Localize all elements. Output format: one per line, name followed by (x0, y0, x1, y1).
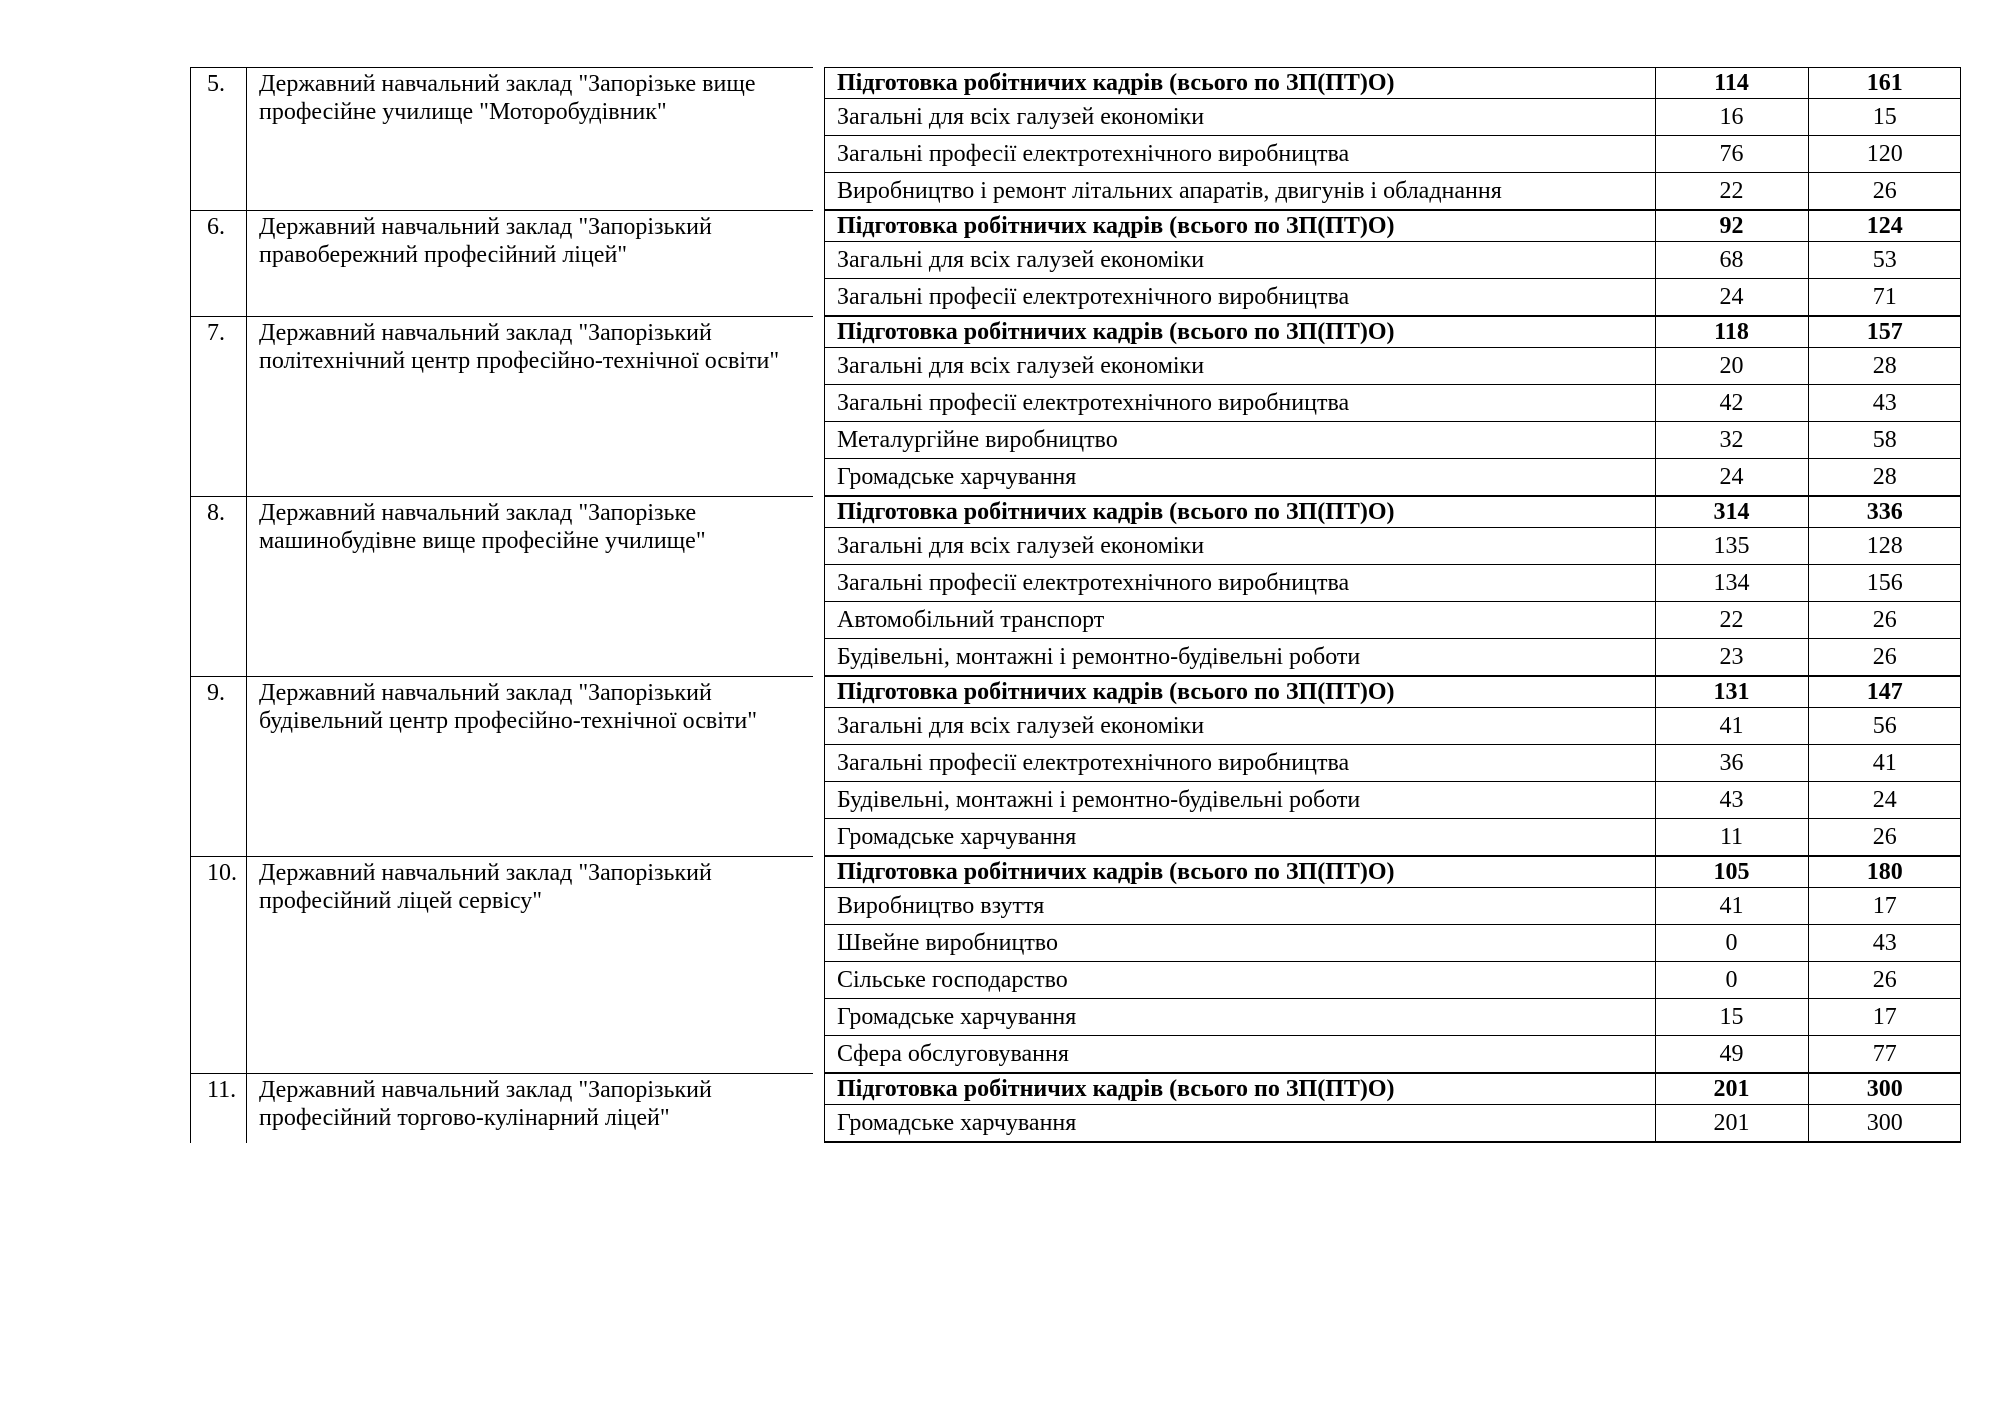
total-row (825, 677, 1961, 708)
specialty-row (825, 1105, 1961, 1142)
value-a: 24 (1655, 459, 1808, 496)
column-gap (813, 1074, 825, 1143)
value-b: 43 (1808, 385, 1961, 422)
institution-row (191, 1074, 1961, 1143)
specialty-row (825, 279, 1961, 316)
institutions-table (190, 67, 1960, 1143)
institution-name: Державний навчальний заклад "Запорізький правобережний професійний ліцей" (247, 211, 813, 317)
specialty-name: Швейне виробництво (825, 925, 1655, 962)
specialty-row (825, 999, 1961, 1036)
value-b: 300 (1808, 1105, 1961, 1142)
specialty-row (825, 173, 1961, 210)
value-b: 28 (1808, 459, 1961, 496)
specialty-row (825, 708, 1961, 745)
value-b: 336 (1808, 497, 1961, 528)
value-a: 68 (1655, 242, 1808, 279)
value-b: 26 (1808, 602, 1961, 639)
value-a: 32 (1655, 422, 1808, 459)
specialty-name: Виробництво і ремонт літальних апаратів, двигунів і обладнання (825, 173, 1655, 210)
specialty-name: Сільське господарство (825, 962, 1655, 999)
total-row (825, 68, 1961, 99)
value-a: 22 (1655, 602, 1808, 639)
value-a: 135 (1655, 528, 1808, 565)
value-b: 56 (1808, 708, 1961, 745)
value-a: 36 (1655, 745, 1808, 782)
value-a: 16 (1655, 99, 1808, 136)
specialty-row (825, 348, 1961, 385)
specialties-cell (825, 68, 1961, 211)
value-a: 105 (1655, 857, 1808, 888)
column-gap (813, 317, 825, 497)
column-gap (813, 857, 825, 1074)
specialty-name: Загальні професії електротехнічного виробництва (825, 565, 1655, 602)
value-a: 42 (1655, 385, 1808, 422)
value-a: 20 (1655, 348, 1808, 385)
value-a: 134 (1655, 565, 1808, 602)
specialty-name: Загальні для всіх галузей економіки (825, 528, 1655, 565)
column-gap (813, 677, 825, 857)
value-b: 124 (1808, 211, 1961, 242)
specialty-name: Будівельні, монтажні і ремонтно-будівельні роботи (825, 782, 1655, 819)
specialty-row (825, 639, 1961, 676)
main-table (190, 67, 1961, 1143)
value-b: 26 (1808, 819, 1961, 856)
value-b: 156 (1808, 565, 1961, 602)
institution-name: Державний навчальний заклад "Запорізьке вище професійне училище "Моторобудівник" (247, 68, 813, 211)
value-b: 157 (1808, 317, 1961, 348)
specialty-row (825, 528, 1961, 565)
specialty-row (825, 136, 1961, 173)
specialty-name: Підготовка робітничих кадрів (всього по ЗП(ПТ)О) (825, 68, 1655, 99)
value-a: 92 (1655, 211, 1808, 242)
specialty-name: Підготовка робітничих кадрів (всього по ЗП(ПТ)О) (825, 1074, 1655, 1105)
value-b: 43 (1808, 925, 1961, 962)
column-gap (813, 68, 825, 211)
value-b: 41 (1808, 745, 1961, 782)
value-b: 17 (1808, 888, 1961, 925)
specialties-table (825, 1074, 1961, 1142)
row-number: 5. (191, 68, 247, 211)
institution-row (191, 677, 1961, 857)
specialty-name: Громадське харчування (825, 819, 1655, 856)
institution-row (191, 211, 1961, 317)
specialty-name: Громадське харчування (825, 459, 1655, 496)
specialties-table (825, 211, 1961, 316)
value-a: 114 (1655, 68, 1808, 99)
specialties-table (825, 857, 1961, 1073)
value-b: 26 (1808, 962, 1961, 999)
specialties-table (825, 677, 1961, 856)
specialty-name: Загальні для всіх галузей економіки (825, 242, 1655, 279)
value-a: 15 (1655, 999, 1808, 1036)
specialty-name: Підготовка робітничих кадрів (всього по ЗП(ПТ)О) (825, 497, 1655, 528)
institution-name: Державний навчальний заклад "Запорізьке машинобудівне вище професійне училище" (247, 497, 813, 677)
institution-name: Державний навчальний заклад "Запорізький професійний торгово-кулінарний ліцей" (247, 1074, 813, 1143)
value-b: 26 (1808, 639, 1961, 676)
total-row (825, 857, 1961, 888)
value-b: 26 (1808, 173, 1961, 210)
value-b: 71 (1808, 279, 1961, 316)
total-row (825, 1074, 1961, 1105)
institution-name: Державний навчальний заклад "Запорізький професійний ліцей сервісу" (247, 857, 813, 1074)
value-a: 41 (1655, 708, 1808, 745)
value-a: 24 (1655, 279, 1808, 316)
specialty-row (825, 888, 1961, 925)
specialty-row (825, 1036, 1961, 1073)
specialties-cell (825, 211, 1961, 317)
specialties-cell (825, 857, 1961, 1074)
specialty-name: Загальні для всіх галузей економіки (825, 348, 1655, 385)
specialty-row (825, 242, 1961, 279)
specialty-name: Будівельні, монтажні і ремонтно-будівельні роботи (825, 639, 1655, 676)
total-row (825, 497, 1961, 528)
specialty-row (825, 962, 1961, 999)
specialty-name: Загальні професії електротехнічного виробництва (825, 279, 1655, 316)
value-b: 17 (1808, 999, 1961, 1036)
value-a: 11 (1655, 819, 1808, 856)
institution-row (191, 497, 1961, 677)
value-b: 120 (1808, 136, 1961, 173)
institution-row (191, 68, 1961, 211)
specialties-cell (825, 1074, 1961, 1143)
specialty-name: Виробництво взуття (825, 888, 1655, 925)
specialty-name: Сфера обслуговування (825, 1036, 1655, 1073)
value-a: 49 (1655, 1036, 1808, 1073)
value-a: 0 (1655, 962, 1808, 999)
specialty-row (825, 459, 1961, 496)
specialty-name: Загальні професії електротехнічного виробництва (825, 745, 1655, 782)
total-row (825, 317, 1961, 348)
specialty-name: Загальні для всіх галузей економіки (825, 99, 1655, 136)
specialty-name: Громадське харчування (825, 999, 1655, 1036)
value-b: 77 (1808, 1036, 1961, 1073)
institution-name: Державний навчальний заклад "Запорізький будівельний центр професійно-технічної освіти" (247, 677, 813, 857)
row-number: 8. (191, 497, 247, 677)
value-a: 314 (1655, 497, 1808, 528)
specialties-table (825, 68, 1961, 210)
specialty-row (825, 745, 1961, 782)
value-b: 24 (1808, 782, 1961, 819)
specialty-name: Підготовка робітничих кадрів (всього по ЗП(ПТ)О) (825, 677, 1655, 708)
row-number: 9. (191, 677, 247, 857)
value-a: 22 (1655, 173, 1808, 210)
specialty-row (825, 385, 1961, 422)
specialty-row (825, 422, 1961, 459)
specialty-name: Підготовка робітничих кадрів (всього по ЗП(ПТ)О) (825, 317, 1655, 348)
specialty-row (825, 565, 1961, 602)
total-row (825, 211, 1961, 242)
specialty-name: Автомобільний транспорт (825, 602, 1655, 639)
value-a: 76 (1655, 136, 1808, 173)
specialties-cell (825, 317, 1961, 497)
specialty-row (825, 819, 1961, 856)
value-a: 41 (1655, 888, 1808, 925)
row-number: 11. (191, 1074, 247, 1143)
row-number: 10. (191, 857, 247, 1074)
specialty-name: Загальні для всіх галузей економіки (825, 708, 1655, 745)
specialty-row (825, 782, 1961, 819)
row-number: 7. (191, 317, 247, 497)
specialty-name: Загальні професії електротехнічного виробництва (825, 385, 1655, 422)
column-gap (813, 497, 825, 677)
row-number: 6. (191, 211, 247, 317)
specialties-table (825, 497, 1961, 676)
institution-row (191, 317, 1961, 497)
institution-row (191, 857, 1961, 1074)
value-a: 131 (1655, 677, 1808, 708)
value-b: 15 (1808, 99, 1961, 136)
specialty-name: Громадське харчування (825, 1105, 1655, 1142)
specialties-table (825, 317, 1961, 496)
specialty-row (825, 925, 1961, 962)
value-a: 201 (1655, 1074, 1808, 1105)
value-b: 300 (1808, 1074, 1961, 1105)
specialty-name: Підготовка робітничих кадрів (всього по ЗП(ПТ)О) (825, 211, 1655, 242)
specialty-name: Металургійне виробництво (825, 422, 1655, 459)
value-b: 28 (1808, 348, 1961, 385)
value-b: 180 (1808, 857, 1961, 888)
value-b: 128 (1808, 528, 1961, 565)
value-b: 53 (1808, 242, 1961, 279)
value-b: 58 (1808, 422, 1961, 459)
value-b: 147 (1808, 677, 1961, 708)
specialties-cell (825, 677, 1961, 857)
value-a: 201 (1655, 1105, 1808, 1142)
value-a: 0 (1655, 925, 1808, 962)
specialties-cell (825, 497, 1961, 677)
specialty-row (825, 602, 1961, 639)
value-b: 161 (1808, 68, 1961, 99)
specialty-row (825, 99, 1961, 136)
column-gap (813, 211, 825, 317)
value-a: 23 (1655, 639, 1808, 676)
specialty-name: Загальні професії електротехнічного виробництва (825, 136, 1655, 173)
value-a: 118 (1655, 317, 1808, 348)
specialty-name: Підготовка робітничих кадрів (всього по ЗП(ПТ)О) (825, 857, 1655, 888)
institution-name: Державний навчальний заклад "Запорізький політехнічний центр професійно-технічної освіти" (247, 317, 813, 497)
value-a: 43 (1655, 782, 1808, 819)
